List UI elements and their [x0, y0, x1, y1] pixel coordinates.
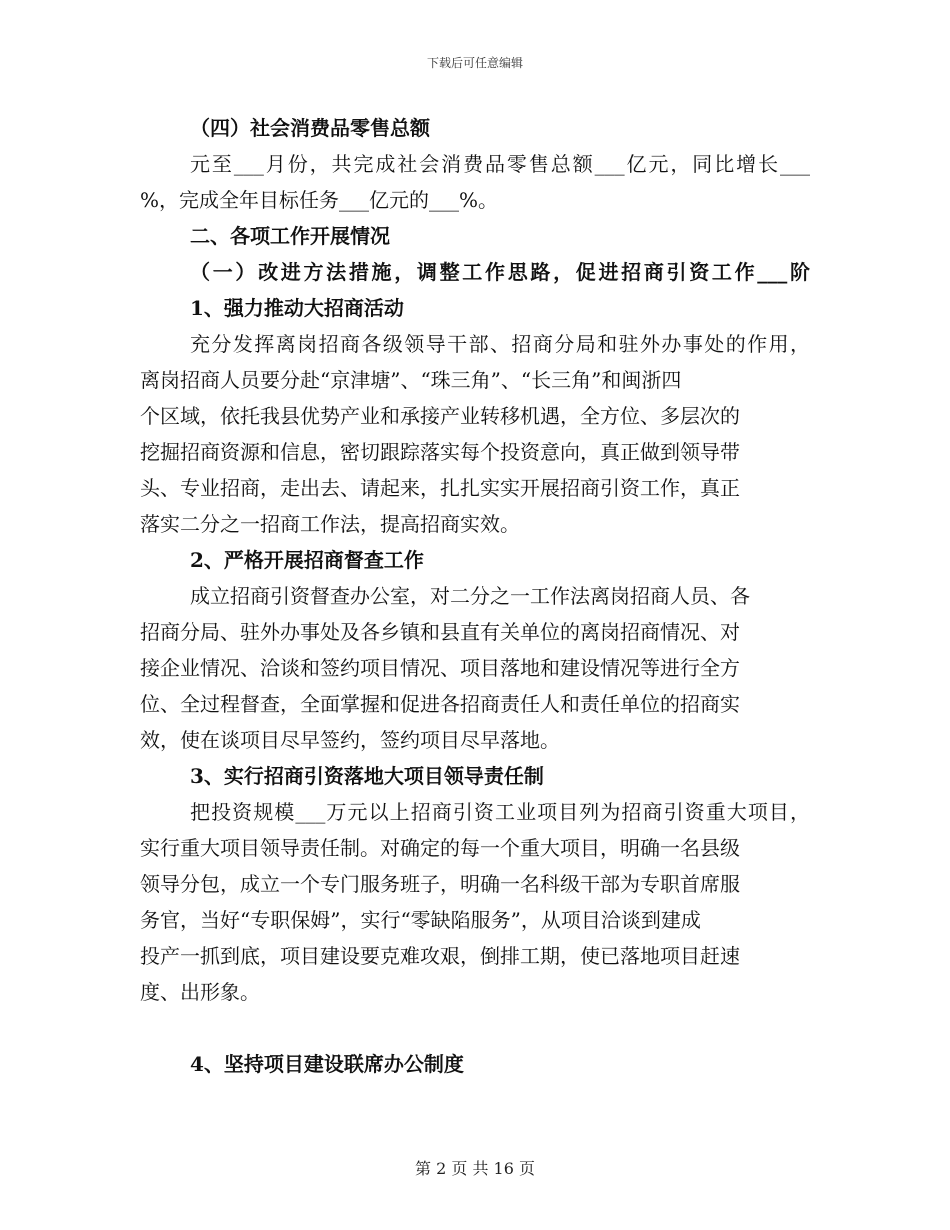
paragraph-line: 离岗招商人员要分赴“京津塘”、“珠三角”、“长三角”和闽浙四	[140, 368, 682, 392]
paragraph-line: 务官，当好“专职保姆”，实行“零缺陷服务”，从项目洽谈到建成	[140, 908, 701, 932]
paragraph-line: 挖掘招商资源和信息，密切跟踪落实每个投资意向，真正做到领导带	[140, 440, 740, 464]
section-heading: 二、各项工作开展情况	[190, 224, 390, 248]
paragraph-line: 个区域，依托我县优势产业和承接产业转移机遇，全方位、多层次的	[140, 404, 740, 428]
paragraph-line: 领导分包，成立一个专门服务班子，明确一名科级干部为专职首席服	[140, 872, 740, 896]
paragraph-line: 落实二分之一招商工作法，提高招商实效。	[140, 512, 520, 536]
section-heading: （一）改进方法措施，调整工作思路，促进招商引资工作___阶	[190, 260, 810, 284]
paragraph-line: 实行重大项目领导责任制。对确定的每一个重大项目，明确一名县级	[140, 836, 740, 860]
paragraph-line: 效，使在谈项目尽早签约，签约项目尽早落地。	[140, 728, 560, 752]
page-number: 第 2 页 共 16 页	[415, 1159, 535, 1178]
paragraph-line: 度、出形象。	[140, 980, 260, 1004]
paragraph-line: %，完成全年目标任务___亿元的___%。	[140, 188, 499, 212]
paragraph-line: 接企业情况、洽谈和签约项目情况、项目落地和建设情况等进行全方	[140, 656, 740, 680]
paragraph-line: 把投资规模___万元以上招商引资工业项目列为招商引资重大项目，	[190, 800, 810, 824]
paragraph-line: 位、全过程督查，全面掌握和促进各招商责任人和责任单位的招商实	[140, 692, 740, 716]
section-heading: （四）社会消费品零售总额	[190, 116, 430, 140]
page-header: 下载后可任意编辑	[426, 56, 523, 70]
paragraph-line: 头、专业招商，走出去、请起来，扎扎实实开展招商引资工作，真正	[140, 476, 740, 500]
paragraph-line: 元至___月份，共完成社会消费品零售总额___亿元，同比增长___	[190, 152, 810, 176]
paragraph-line: 投产一抓到底，项目建设要克难攻艰，倒排工期，使已落地项目赶速	[140, 944, 740, 968]
paragraph-line	[140, 1010, 810, 1046]
document-body	[140, 110, 810, 1082]
paragraph-line: 招商分局、驻外办事处及各乡镇和县直有关单位的离岗招商情况、对	[140, 620, 740, 644]
section-heading: 4、坚持项目建设联席办公制度	[190, 1052, 464, 1076]
paragraph-line: 充分发挥离岗招商各级领导干部、招商分局和驻外办事处的作用，	[190, 332, 810, 356]
section-heading: 3、实行招商引资落地大项目领导责任制	[190, 764, 544, 788]
section-heading: 1、强力推动大招商活动	[190, 296, 404, 320]
paragraph-line: 成立招商引资督查办公室，对二分之一工作法离岗招商人员、各	[190, 584, 750, 608]
section-heading: 2、严格开展招商督查工作	[190, 548, 424, 572]
